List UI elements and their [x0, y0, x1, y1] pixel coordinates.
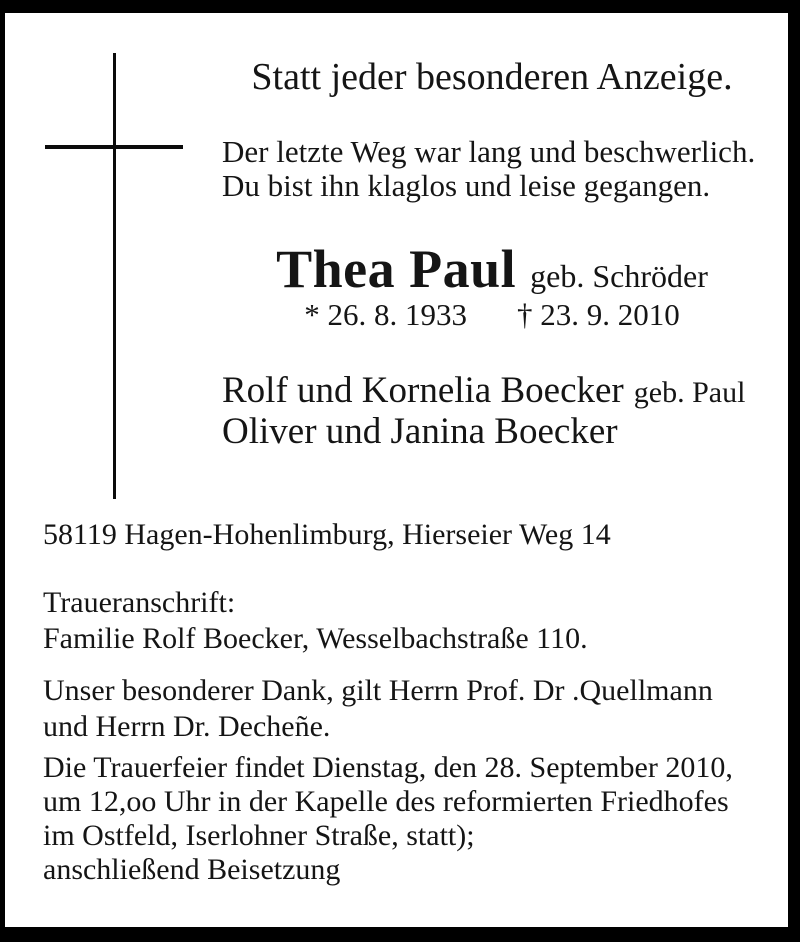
- mourner-line: [222, 412, 762, 451]
- condolence-block: [43, 585, 588, 657]
- mourner-names: Rolf und Kornelia Boecker: [222, 370, 624, 411]
- funeral-line: anschließend Beisetzung: [43, 853, 341, 886]
- condolence-label: Traueranschrift:: [43, 586, 236, 619]
- life-dates-row: [222, 297, 762, 332]
- thanks-line: und Herrn Dr. Decheñe.: [43, 710, 331, 743]
- verse-line: Du bist ihn klaglos und leise gegangen.: [222, 168, 711, 203]
- cross-horizontal-bar: [45, 145, 183, 149]
- funeral-line: im Ostfeld, Iserlohner Straße, statt);: [43, 819, 475, 852]
- intro-line: Statt jeder besonderen Anzeige.: [251, 56, 733, 98]
- condolence-address: Familie Rolf Boecker, Wesselbachstraße 110.: [43, 622, 588, 655]
- mourner-maiden-suffix: geb. Paul: [633, 376, 746, 409]
- deceased-name: Thea Paul: [276, 239, 517, 299]
- mourner-names: Oliver und Janina Boecker: [222, 411, 618, 452]
- mourner-line: [222, 371, 762, 412]
- verse-block: [222, 135, 762, 203]
- death-date: † 23. 9. 2010: [517, 297, 680, 332]
- funeral-info-block: [43, 751, 733, 887]
- home-address-line: 58119 Hagen-Hohenlimburg, Hierseier Weg 14: [43, 518, 611, 551]
- birth-date: * 26. 8. 1933: [304, 297, 467, 332]
- cross-vertical-bar: [113, 53, 116, 499]
- funeral-line: um 12,oo Uhr in der Kapelle des reformierten Friedhofes: [43, 785, 729, 818]
- thanks-block: [43, 673, 713, 745]
- maiden-name: geb. Schröder: [530, 258, 708, 294]
- verse-line: Der letzte Weg war lang und beschwerlich.: [222, 134, 756, 169]
- mourners-block: [222, 371, 762, 451]
- thanks-line: Unser besonderer Dank, gilt Herrn Prof. Dr .Quellmann: [43, 674, 713, 707]
- funeral-line: Die Trauerfeier findet Dienstag, den 28. September 2010,: [43, 751, 733, 784]
